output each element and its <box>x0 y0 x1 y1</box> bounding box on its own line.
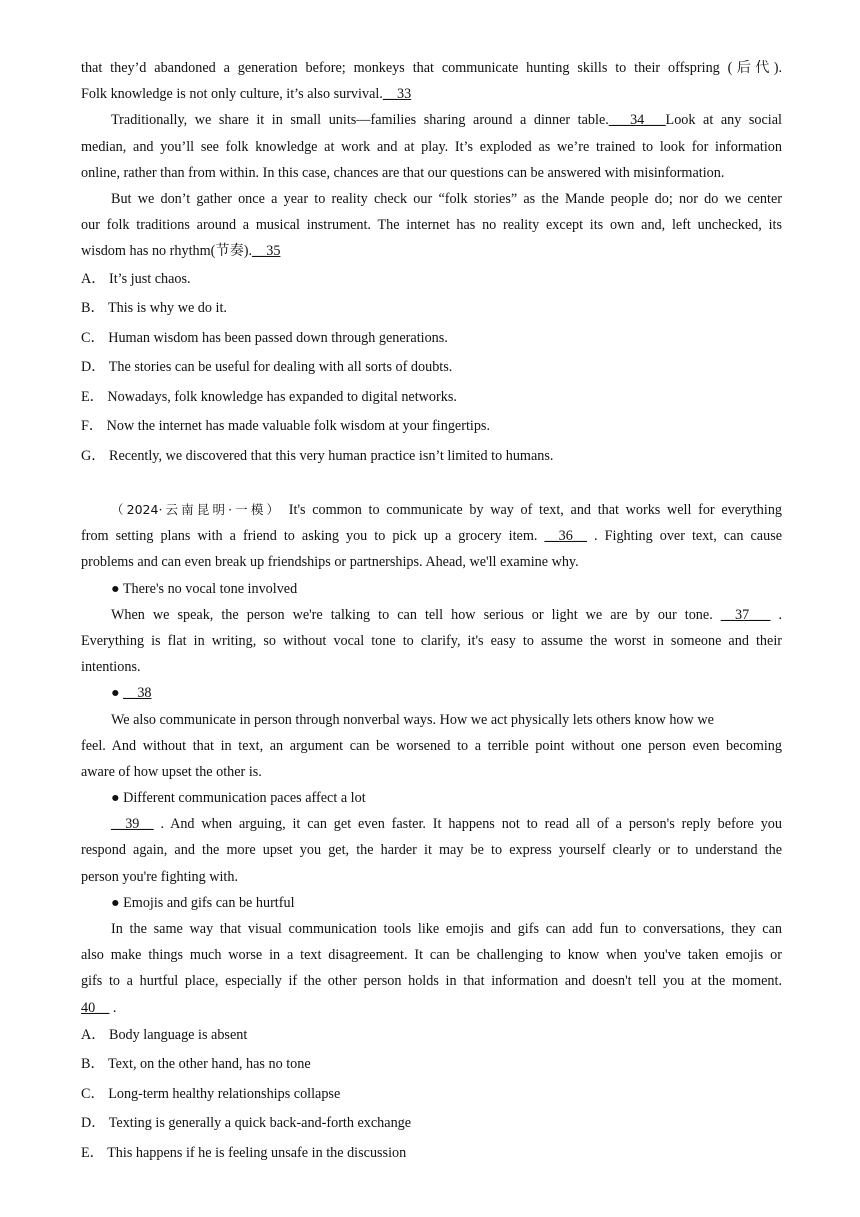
spacer <box>81 471 782 497</box>
option-c: C． Human wisdom has been passed down through generations. <box>81 329 448 346</box>
text-line: Folk knowledge is not only culture, it’s also survival.__33 <box>81 86 412 103</box>
text-line: median, and you’ll see folk knowledge at work and at play. It’s exploded as we’re trained to look for information <box>81 138 782 155</box>
section-heading: ● Different communication paces affect a lot <box>111 790 366 807</box>
document-page <box>81 55 782 1168</box>
section-heading: ● __38 <box>111 685 152 702</box>
option-c: C． Long-term healthy relationships collapse <box>81 1085 341 1102</box>
blank-38: __38 <box>123 685 152 702</box>
text-line: from setting plans with a friend to asking you to pick up a grocery item. __36__ . Fighting over text, can cause <box>81 528 782 545</box>
section-heading: ● Emojis and gifs can be hurtful <box>111 894 295 911</box>
text-line: But we don’t gather once a year to reality check our “folk stories” as the Mande people do; nor do we center <box>111 190 782 207</box>
text-line: feel. And without that in text, an argument can be worsened to a terrible point without one person even becoming <box>81 737 782 754</box>
text-line: Everything is flat in writing, so without vocal tone to clarify, it's easy to assume the worst in someone and their <box>81 632 782 649</box>
text-line: also make things much worse in a text disagreement. It can be challenging to know when you've taken emojis or <box>81 947 782 964</box>
text-line: （2024·云南昆明·一模） It's common to communicate by way of text, and that works well for everything <box>111 502 782 518</box>
text-line: our folk traditions around a musical instrument. The internet has no reality except its own and, left unchecked, its <box>81 217 782 234</box>
text-line: __39__ . And when arguing, it can get even faster. It happens not to read all of a person's reply before you <box>111 816 782 833</box>
source-label: （2024·云南昆明·一模） <box>111 502 283 517</box>
option-e: E． Nowadays, folk knowledge has expanded to digital networks. <box>81 388 457 405</box>
option-a: A． Body language is absent <box>81 1026 248 1043</box>
option-f: F． Now the internet has made valuable folk wisdom at your fingertips. <box>81 418 490 434</box>
text-line: that they’d abandoned a generation before; monkeys that communicate hunting skills to their offspring (后代). <box>81 60 782 76</box>
option-a: A． It’s just chaos. <box>81 270 191 287</box>
section-heading: ● There's no vocal tone involved <box>111 580 298 597</box>
blank-37: __37___ <box>720 606 771 623</box>
text-line: Traditionally, we share it in small units—families sharing around a dinner table.___34___Look at any social <box>111 112 782 129</box>
text-line: person you're fighting with. <box>81 868 239 885</box>
text-line: In the same way that visual communication tools like emojis and gifs can add fun to conversations, they can <box>111 921 782 937</box>
blank-33: __33 <box>382 86 412 103</box>
text-line: aware of how upset the other is. <box>81 763 262 780</box>
text-line: intentions. <box>81 659 141 676</box>
blank-34: ___34___ <box>608 112 666 129</box>
text-line: 40__ . <box>81 999 117 1016</box>
text-line: gifs to a hurtful place, especially if the other person holds in that information and doesn't tell you at the moment. <box>81 973 782 990</box>
option-b: B． This is why we do it. <box>81 300 227 316</box>
blank-39: __39__ <box>111 816 154 833</box>
blank-40: 40__ <box>81 999 110 1016</box>
blank-36: __36__ <box>544 528 588 545</box>
text-line: We also communicate in person through nonverbal ways. How we act physically lets others know how we <box>111 711 714 728</box>
text-line: wisdom has no rhythm(节奏).__35 <box>81 243 281 260</box>
option-e: E． This happens if he is feeling unsafe in the discussion <box>81 1144 407 1161</box>
text-line: When we speak, the person we're talking to can tell how serious or light we are by our tone. __37___ . <box>111 606 782 623</box>
text-line: online, rather than from within. In this case, chances are that our questions can be answered with misinformation. <box>81 164 725 181</box>
option-b: B． Text, on the other hand, has no tone <box>81 1056 311 1073</box>
blank-35: __35 <box>252 243 281 260</box>
text-line: problems and can even break up friendships or partnerships. Ahead, we'll examine why. <box>81 554 579 571</box>
option-d: D． The stories can be useful for dealing with all sorts of doubts. <box>81 359 453 375</box>
option-d: D． Texting is generally a quick back-and-forth exchange <box>81 1115 412 1132</box>
text-line: respond again, and the more upset you get, the harder it may be to express yourself clearly or to understand the <box>81 842 782 859</box>
option-g: G． Recently, we discovered that this very human practice isn’t limited to humans. <box>81 447 554 464</box>
